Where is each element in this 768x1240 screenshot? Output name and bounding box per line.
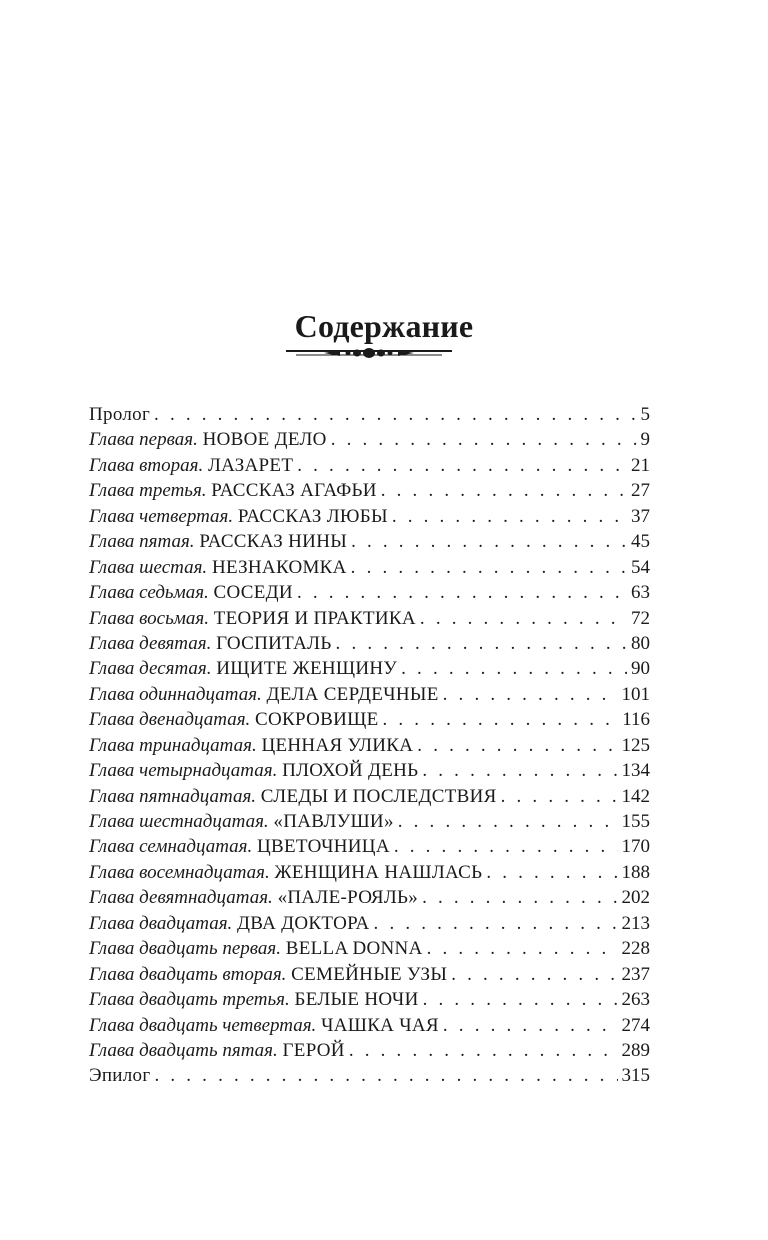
toc-chapter-number: Глава двадцатая. xyxy=(89,912,233,934)
toc-entry xyxy=(89,555,650,580)
toc-dot-leader xyxy=(297,580,627,605)
toc-dot-leader xyxy=(297,453,627,478)
toc-chapter-number: Глава двадцать пятая. xyxy=(89,1039,278,1061)
toc-chapter-title: РАССКАЗ АГАФЬИ xyxy=(211,480,377,502)
toc-entry xyxy=(89,885,650,910)
toc-entry-label xyxy=(89,402,150,427)
page-title: Содержание xyxy=(294,308,474,344)
toc-entry-label xyxy=(89,911,370,936)
toc-chapter-title: BELLA DONNA xyxy=(285,938,423,960)
toc-page-number: 80 xyxy=(631,632,650,654)
toc-chapter-title: СОСЕДИ xyxy=(213,582,293,604)
toc-dot-leader xyxy=(486,860,617,885)
toc-entry-label xyxy=(89,936,423,961)
toc-dot-leader xyxy=(351,529,627,554)
toc-chapter-title: СЕМЕЙНЫЕ УЗЫ xyxy=(291,963,448,985)
toc-page-number: 155 xyxy=(621,811,650,832)
toc-page-number: 188 xyxy=(621,861,650,883)
toc-chapter-title: ТЕОРИЯ И ПРАКТИКА xyxy=(213,607,416,629)
toc-entry-label xyxy=(89,809,394,834)
toc-entry-label xyxy=(89,631,332,656)
toc-chapter-number: Глава двенадцатая. xyxy=(89,709,251,731)
toc-entry xyxy=(89,427,650,452)
toc-page-number: 116 xyxy=(622,709,650,731)
toc-entry-label xyxy=(89,834,390,859)
toc-entry-label xyxy=(89,733,413,758)
toc-chapter-number: Глава четвертая. xyxy=(89,505,234,527)
toc-entry xyxy=(89,758,650,783)
toc-entry-label xyxy=(89,707,379,732)
toc-entry-label xyxy=(89,606,416,631)
toc-dot-leader xyxy=(420,606,627,631)
toc-page-number: 54 xyxy=(631,556,650,578)
toc-chapter-number: Глава двадцать вторая. xyxy=(89,963,287,985)
toc-chapter-number: Глава вторая. xyxy=(89,454,204,476)
toc-chapter-number: Глава двадцать третья. xyxy=(89,989,290,1011)
toc-entry-label xyxy=(89,529,347,554)
toc-page-number: 45 xyxy=(631,531,650,553)
toc-entry xyxy=(89,504,650,529)
toc-entry-label xyxy=(89,682,439,707)
toc-entry-label xyxy=(89,656,397,681)
toc-chapter-title: «ПАВЛУШИ» xyxy=(273,811,394,832)
toc-chapter-number: Глава четырнадцатая. xyxy=(89,760,278,782)
toc-chapter-title: СОКРОВИЩЕ xyxy=(255,709,379,731)
toc-entry-label xyxy=(89,758,418,783)
toc-page-number: 72 xyxy=(631,607,650,629)
toc-entry xyxy=(89,606,650,631)
toc-chapter-title: ЖЕНЩИНА НАШЛАСЬ xyxy=(274,861,483,883)
toc-dot-leader xyxy=(401,656,627,681)
toc-page-number: 263 xyxy=(621,989,650,1011)
toc-entry xyxy=(89,402,650,427)
toc-chapter-number: Глава шестнадцатая. xyxy=(89,811,269,832)
toc-dot-leader xyxy=(383,707,619,732)
toc-chapter-title: ГЕРОЙ xyxy=(282,1039,345,1061)
toc-entry xyxy=(89,733,650,758)
toc-entry-label xyxy=(89,478,377,503)
toc-page-number: 315 xyxy=(621,1065,650,1087)
toc-dot-leader xyxy=(154,1063,617,1088)
toc-entry xyxy=(89,631,650,656)
toc-entry xyxy=(89,834,650,859)
toc-chapter-title: НЕЗНАКОМКА xyxy=(211,556,347,578)
toc-dot-leader xyxy=(443,1013,618,1038)
toc-dot-leader xyxy=(331,427,637,452)
toc-chapter-title: БЕЛЫЕ НОЧИ xyxy=(294,989,419,1011)
toc-page-number: 5 xyxy=(640,404,650,425)
toc-entry xyxy=(89,1063,650,1088)
toc-page-number: 170 xyxy=(621,836,650,858)
toc-chapter-number: Глава девятнадцатая. xyxy=(89,887,273,909)
toc-entry xyxy=(89,453,650,478)
toc-dot-leader xyxy=(154,402,636,427)
toc-entry-label xyxy=(89,987,419,1012)
toc-chapter-number: Глава шестая. xyxy=(89,556,208,578)
toc-page-number: 134 xyxy=(621,760,650,782)
toc-page-number: 37 xyxy=(631,505,650,527)
toc-dot-leader xyxy=(451,962,617,987)
toc-page-number: 142 xyxy=(621,785,650,807)
toc-chapter-number: Глава первая. xyxy=(89,429,198,451)
toc-entry-label xyxy=(89,504,388,529)
toc-entry xyxy=(89,529,650,554)
toc-chapter-title: ИЩИТЕ ЖЕНЩИНУ xyxy=(216,658,398,680)
toc-entry-label xyxy=(89,1063,150,1088)
toc-chapter-number: Глава восемнадцатая. xyxy=(89,861,270,883)
toc-entry xyxy=(89,809,650,834)
toc-entry xyxy=(89,962,650,987)
toc-entry-label xyxy=(89,555,347,580)
toc-page-number: 125 xyxy=(621,734,650,756)
toc-chapter-title: ДВА ДОКТОРА xyxy=(237,912,370,934)
toc-page-number: 101 xyxy=(621,683,650,705)
toc-chapter-title: ПЛОХОЙ ДЕНЬ xyxy=(282,760,419,782)
toc-entry xyxy=(89,682,650,707)
toc-chapter-title: «ПАЛЕ-РОЯЛЬ» xyxy=(277,887,419,909)
toc-chapter-title: СЛЕДЫ И ПОСЛЕДСТВИЯ xyxy=(260,785,497,807)
toc-dot-leader xyxy=(336,631,627,656)
toc-dot-leader xyxy=(398,809,618,834)
toc-entry-label xyxy=(89,784,497,809)
toc-dot-leader xyxy=(374,911,618,936)
toc-dot-leader xyxy=(423,987,618,1012)
toc-entry-label xyxy=(89,453,293,478)
toc-page-number: 27 xyxy=(631,480,650,502)
toc-page-number: 213 xyxy=(621,912,650,934)
toc-page-number: 274 xyxy=(621,1014,650,1036)
toc-entry xyxy=(89,860,650,885)
toc-chapter-title: НОВОЕ ДЕЛО xyxy=(202,429,327,451)
toc-dot-leader xyxy=(392,504,627,529)
toc-chapter-number: Глава семнадцатая. xyxy=(89,836,253,858)
toc-chapter-title: Пролог xyxy=(89,404,151,425)
toc-dot-leader xyxy=(443,682,618,707)
toc-entry xyxy=(89,1013,650,1038)
toc-chapter-number: Глава пятнадцатая. xyxy=(89,785,257,807)
toc-chapter-title: ЧАШКА ЧАЯ xyxy=(321,1014,439,1036)
toc-chapter-number: Глава третья. xyxy=(89,480,207,502)
toc-entry-label xyxy=(89,1038,345,1063)
toc-entry xyxy=(89,707,650,732)
toc-chapter-title: Эпилог xyxy=(89,1065,151,1087)
toc-dot-leader xyxy=(501,784,618,809)
toc-chapter-number: Глава седьмая. xyxy=(89,582,209,604)
toc-page-number: 202 xyxy=(621,887,650,909)
toc-entry-label xyxy=(89,885,418,910)
toc-page-number: 237 xyxy=(621,963,650,985)
toc-chapter-number: Глава двадцать первая. xyxy=(89,938,282,960)
toc-dot-leader xyxy=(351,555,627,580)
toc-chapter-number: Глава восьмая. xyxy=(89,607,209,629)
toc-dot-leader xyxy=(381,478,627,503)
toc-chapter-title: ЦЕННАЯ УЛИКА xyxy=(261,734,414,756)
toc-chapter-number: Глава десятая. xyxy=(89,658,212,680)
table-of-contents xyxy=(89,402,650,1089)
toc-dot-leader xyxy=(394,834,618,859)
toc-page-number: 21 xyxy=(631,454,650,476)
toc-chapter-number: Глава девятая. xyxy=(89,632,212,654)
toc-dot-leader xyxy=(349,1038,618,1063)
toc-chapter-number: Глава пятая. xyxy=(89,531,195,553)
toc-entry-label xyxy=(89,962,447,987)
toc-chapter-title: ДЕЛА СЕРДЕЧНЫЕ xyxy=(266,683,439,705)
toc-chapter-title: ГОСПИТАЛЬ xyxy=(216,632,332,654)
toc-entry-label xyxy=(89,580,293,605)
toc-entry xyxy=(89,656,650,681)
toc-entry-label xyxy=(89,1013,439,1038)
toc-dot-leader xyxy=(427,936,618,961)
toc-dot-leader xyxy=(422,758,617,783)
toc-chapter-title: РАССКАЗ ЛЮБЫ xyxy=(237,505,388,527)
toc-chapter-title: ЛАЗАРЕТ xyxy=(207,454,294,476)
title-ornament xyxy=(284,345,454,361)
toc-entry xyxy=(89,478,650,503)
toc-dot-leader xyxy=(417,733,617,758)
toc-chapter-number: Глава двадцать четвертая. xyxy=(89,1014,317,1036)
toc-entry-label xyxy=(89,860,482,885)
toc-page-number: 90 xyxy=(631,658,650,680)
toc-page-number: 63 xyxy=(631,582,650,604)
toc-dot-leader xyxy=(422,885,617,910)
toc-entry xyxy=(89,911,650,936)
toc-entry xyxy=(89,784,650,809)
toc-chapter-title: ЦВЕТОЧНИЦА xyxy=(257,836,390,858)
toc-chapter-number: Глава одиннадцатая. xyxy=(89,683,262,705)
toc-chapter-title: РАССКАЗ НИНЫ xyxy=(199,531,348,553)
toc-entry-label xyxy=(89,427,327,452)
toc-entry xyxy=(89,580,650,605)
toc-page-number: 228 xyxy=(621,938,650,960)
toc-entry xyxy=(89,987,650,1012)
toc-entry xyxy=(89,936,650,961)
toc-page-number: 9 xyxy=(640,429,650,451)
toc-chapter-number: Глава тринадцатая. xyxy=(89,734,257,756)
toc-page-number: 289 xyxy=(621,1039,650,1061)
toc-entry xyxy=(89,1038,650,1063)
